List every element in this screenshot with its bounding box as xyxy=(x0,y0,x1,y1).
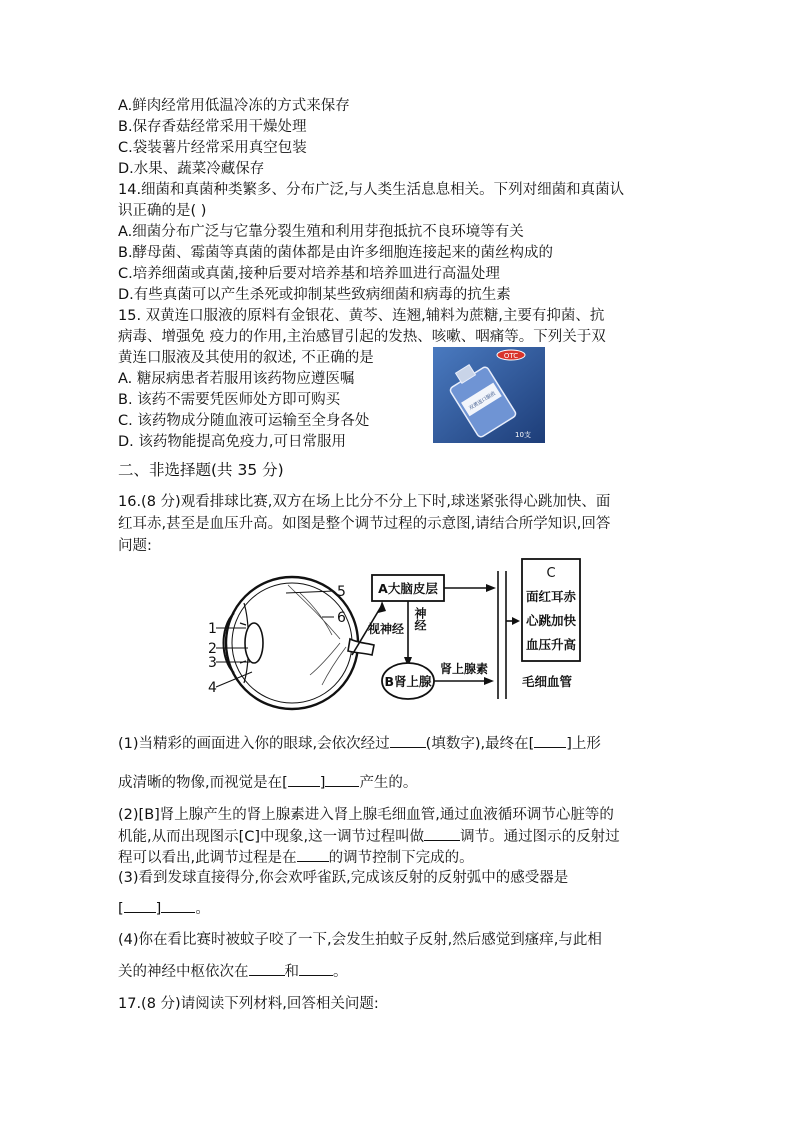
q16-sub2-blank-control[interactable] xyxy=(297,847,329,862)
q16-sub3-blank-receptor-name[interactable] xyxy=(161,898,195,913)
capillary-label: 毛细血管 xyxy=(522,674,573,689)
q16-sub1-text-d: 成清晰的物像,而视觉是在[ xyxy=(118,775,288,791)
reflex-diagram xyxy=(200,555,600,725)
q16-sub3-line2 xyxy=(118,898,210,919)
eye-label-2: 2 xyxy=(208,641,217,657)
optic-nerve-label: 视神经 xyxy=(367,622,405,636)
q15-stem-line1: 15. 双黄连口服液的原料有金银花、黄芩、连翘,辅料为蔗糖,主要有抑菌、抗 xyxy=(118,308,605,324)
q14-option-b: B.酵母菌、霉菌等真菌的菌体都是由许多细胞连接起来的菌丝构成的 xyxy=(118,245,554,261)
q15-stem-line2: 病毒、增强免 疫力的作用,主治感冒引起的发热、咳嗽、咽痛等。下列关于双 xyxy=(118,329,606,345)
q16-sub1-line2 xyxy=(118,772,417,793)
q13-option-b: B.保存香菇经常采用干燥处理 xyxy=(118,119,307,135)
q14-option-a: A.细菌分布广泛与它靠分裂生殖和利用芽孢抵抗不良环境等有关 xyxy=(118,224,524,240)
medicine-box-image xyxy=(433,347,545,443)
cortex-label: A大脑皮层 xyxy=(378,581,438,596)
q14-option-c: C.培养细菌或真菌,接种后要对培养基和培养皿进行高温处理 xyxy=(118,266,500,282)
q16-sub1-blank-sequence[interactable] xyxy=(390,733,426,748)
q16-sub2-blank-regulation[interactable] xyxy=(424,826,460,841)
q16-sub4-text-b: 关的神经中枢依次在 xyxy=(118,964,249,980)
q16-sub4-blank-center-1[interactable] xyxy=(249,961,285,976)
hormone-label: 肾上腺素 xyxy=(439,662,489,676)
q16-sub3-line1: (3)看到发球直接得分,你会欢呼雀跃,完成该反射的反射弧中的感受器是 xyxy=(118,870,569,886)
q14-option-d: D.有些真菌可以产生杀死或抑制某些致病细菌和病毒的抗生素 xyxy=(118,287,511,303)
q16-sub1-blank-vision-name[interactable] xyxy=(325,772,359,787)
q16-sub4-blank-center-2[interactable] xyxy=(299,961,333,976)
effect-red-face: 面红耳赤 xyxy=(525,589,577,604)
q15-option-c: C. 该药物成分随血液可运输至全身各处 xyxy=(118,413,370,429)
eyeball-figure xyxy=(224,577,375,709)
q13-option-a: A.鲜肉经常用低温冷冻的方式来保存 xyxy=(118,98,350,114)
adrenal-label: B肾上腺 xyxy=(384,674,432,689)
effect-blood-pressure: 血压升高 xyxy=(525,637,577,652)
q16-sub2-text-d: 程可以看出,此调节过程是在 xyxy=(118,850,297,866)
q16-sub4-line1: (4)你在看比赛时被蚊子咬了一下,会发生拍蚊子反射,然后感觉到瘙痒,与此相 xyxy=(118,932,602,948)
q15-option-a: A. 糖尿病患者若服用该药物应遵医嘱 xyxy=(118,371,355,387)
effect-heart-rate: 心跳加快 xyxy=(525,613,577,628)
q16-sub3-text-d: 。 xyxy=(195,901,210,917)
q15-stem-line3: 黄连口服液及其使用的叙述, 不正确的是 xyxy=(118,350,374,366)
q16-sub1-text-e: ] xyxy=(319,775,326,791)
q16-sub1-text-a: (1)当精彩的画面进入你的眼球,会依次经过 xyxy=(118,736,390,752)
q16-sub1-text-b: (填数字),最终在[ xyxy=(425,736,535,752)
q16-sub2-line3 xyxy=(118,847,474,868)
q16-sub1-text-c: ]上形 xyxy=(566,736,601,752)
q16-sub2-line1: (2)[B]肾上腺产生的肾上腺素进入肾上腺毛细血管,通过血液循环调节心脏等的 xyxy=(118,807,614,823)
q17-stem: 17.(8 分)请阅读下列材料,回答相关问题: xyxy=(118,996,379,1012)
q16-stem-line2: 红耳赤,甚至是血压升高。如图是整个调节过程的示意图,请结合所学知识,回答 xyxy=(118,516,611,532)
q16-sub3-text-c: ] xyxy=(155,901,162,917)
q16-sub2-line2 xyxy=(118,826,620,847)
q16-sub3-text-b: [ xyxy=(118,901,124,917)
q15-option-b: B. 该药不需要凭医师处方即可购买 xyxy=(118,392,341,408)
q16-sub4-text-d: 。 xyxy=(333,964,348,980)
eye-label-1: 1 xyxy=(208,621,217,637)
bottle-label: 双黄连口服液 xyxy=(468,390,497,412)
q16-sub3-blank-receptor-number[interactable] xyxy=(124,898,156,913)
q16-sub1-line1 xyxy=(118,733,601,754)
section-2-title: 二、非选择题(共 35 分) xyxy=(118,461,284,479)
q15-option-d: D. 该药物能提高免疫力,可日常服用 xyxy=(118,434,346,450)
q16-sub2-text-e: 的调节控制下完成的。 xyxy=(328,850,474,866)
q13-option-c: C.袋装薯片经常采用真空包装 xyxy=(118,140,307,156)
q16-stem-line1: 16.(8 分)观看排球比赛,双方在场上比分不分上下时,球迷紧张得心跳加快、面 xyxy=(118,494,611,510)
q16-sub2-text-c: 调节。通过图示的反射过 xyxy=(460,829,620,845)
effect-title: C xyxy=(546,566,556,581)
q16-sub1-blank-vision-number[interactable] xyxy=(288,772,320,787)
eye-label-3: 3 xyxy=(208,655,217,671)
q16-sub4-text-c: 和 xyxy=(284,964,299,980)
otc-badge: OTC xyxy=(503,352,519,360)
q14-stem-line2: 识正确的是( ) xyxy=(118,203,207,219)
q16-sub1-text-f: 产生的。 xyxy=(359,775,418,791)
q16-sub4-line2 xyxy=(118,961,348,982)
q16-sub1-blank-image-site[interactable] xyxy=(534,733,566,748)
eye-label-6: 6 xyxy=(337,610,346,626)
box-count-label: 10支 xyxy=(515,431,531,439)
q16-stem-line3: 问题: xyxy=(118,538,152,554)
q14-stem-line1: 14.细菌和真菌种类繁多、分布广泛,与人类生活息息相关。下列对细菌和真菌认 xyxy=(118,182,625,198)
q16-sub2-text-b: 机能,从而出现图示[C]中现象,这一调节过程叫做 xyxy=(118,829,425,845)
nerve-label: 神经 xyxy=(413,607,427,631)
eye-label-4: 4 xyxy=(208,680,217,696)
eye-label-5: 5 xyxy=(337,584,346,600)
q13-option-d: D.水果、蔬菜冷藏保存 xyxy=(118,161,265,177)
